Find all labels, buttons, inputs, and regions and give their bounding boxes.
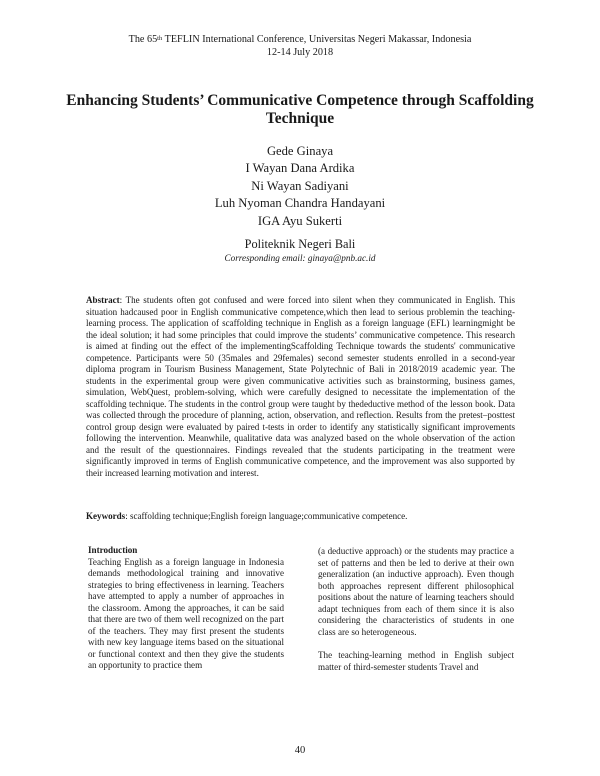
keywords-text: : scaffolding technique;English foreign language;communicative competence.	[125, 511, 408, 521]
author-name: Gede Ginaya	[266, 144, 334, 158]
affiliation: Politeknik Negeri Bali	[244, 237, 356, 251]
paper-title: Enhancing Students’ Communicative Competence through Scaffolding Technique	[66, 92, 534, 127]
intro-left-column	[88, 545, 284, 672]
section-heading-introduction: Introduction	[88, 545, 138, 555]
author-name: Luh Nyoman Chandra Handayani	[214, 196, 386, 211]
intro-paragraph: The teaching-learning method in English subject matter of third-semester students Travel and	[318, 650, 514, 672]
abstract-label: Abstract	[86, 295, 120, 305]
author-name: I Wayan Dana Ardika	[245, 161, 355, 176]
intro-right-column	[318, 546, 514, 673]
conference-line: The 65th TEFLIN International Conference, Universitas Negeri Makassar, Indonesia	[128, 34, 472, 45]
author-list	[0, 143, 600, 230]
conference-header	[0, 34, 600, 59]
corresponding-email: Corresponding email: ginaya@pnb.ac.id	[224, 253, 376, 263]
page-number: 40	[294, 745, 306, 756]
conference-dates: 12-14 July 2018	[266, 46, 334, 58]
author-name: Ni Wayan Sadiyani	[251, 178, 349, 193]
keywords	[86, 511, 515, 523]
intro-paragraph: Teaching English as a foreign language in Indonesia demands methodological training and innovative strategies to bring effectiveness in learning. Teachers have attempted to apply a number of approaches in the classroom. Among the approaches, it can be said that there are two of them well recognized on the part of the teachers. They may first present the students with new key language items based on the situational or functional context and then they give the students an opportunity to practice them	[88, 556, 284, 671]
intro-paragraph: (a deductive approach) or the students may practice a set of patterns and then be led to derive at their own generalization (an inductive approach). Even though both approaches represent different philosophical positions about the nature of learning teachers should adapt techniques from each of them since it is also considering the characteristics of students in one class are so heterogeneous.	[318, 546, 514, 637]
author-name: IGA Ayu Sukerti	[257, 213, 343, 228]
abstract-text: : The students often got confused and were forced into silent when they communicated in English. This situation hadcaused poor in English communicative competence,which then lead to serious problemin the teaching-learning process. The application of scaffolding technique in English as a foreign language (EFL) learningmight be the ideal solution; it had some principles that could improve the students’ communicative competence. This research is aimed at finding out the effect of the implementingScaffolding Technique towards the students' communicative competence. Participants were 50 (35males and 29females) second semester students enrolled in a second-year diploma program in Tourism Business Management, State Polytechnic of Bali in 2018/2019 academic year. The students in the experimental group were given communicative activities such as brainstorming, business games, simulation, WebQuest, problem-solving, which were carefully designed to necessitate the implementation of the scaffolding technique. The students in the control group were taught by thedeductive method of the lesson book. Data was collected through the procedure of planning, action, observation, and reflection. Results from the pretest–posttest control group design were evaluated by paired t-tests in order to identify any statistically significant improvements following the intervention. Meanwhile, qualitative data was analyzed based on the whole observation of the action and the result of the questionnaires. Findings revealed that the students participating in the treatment were significantly improved in terms of English communicative competence, and the improvement was also supported by their increased learning motivation and interest.	[86, 295, 515, 478]
abstract	[86, 295, 515, 479]
keywords-label: Keywords	[86, 511, 126, 521]
